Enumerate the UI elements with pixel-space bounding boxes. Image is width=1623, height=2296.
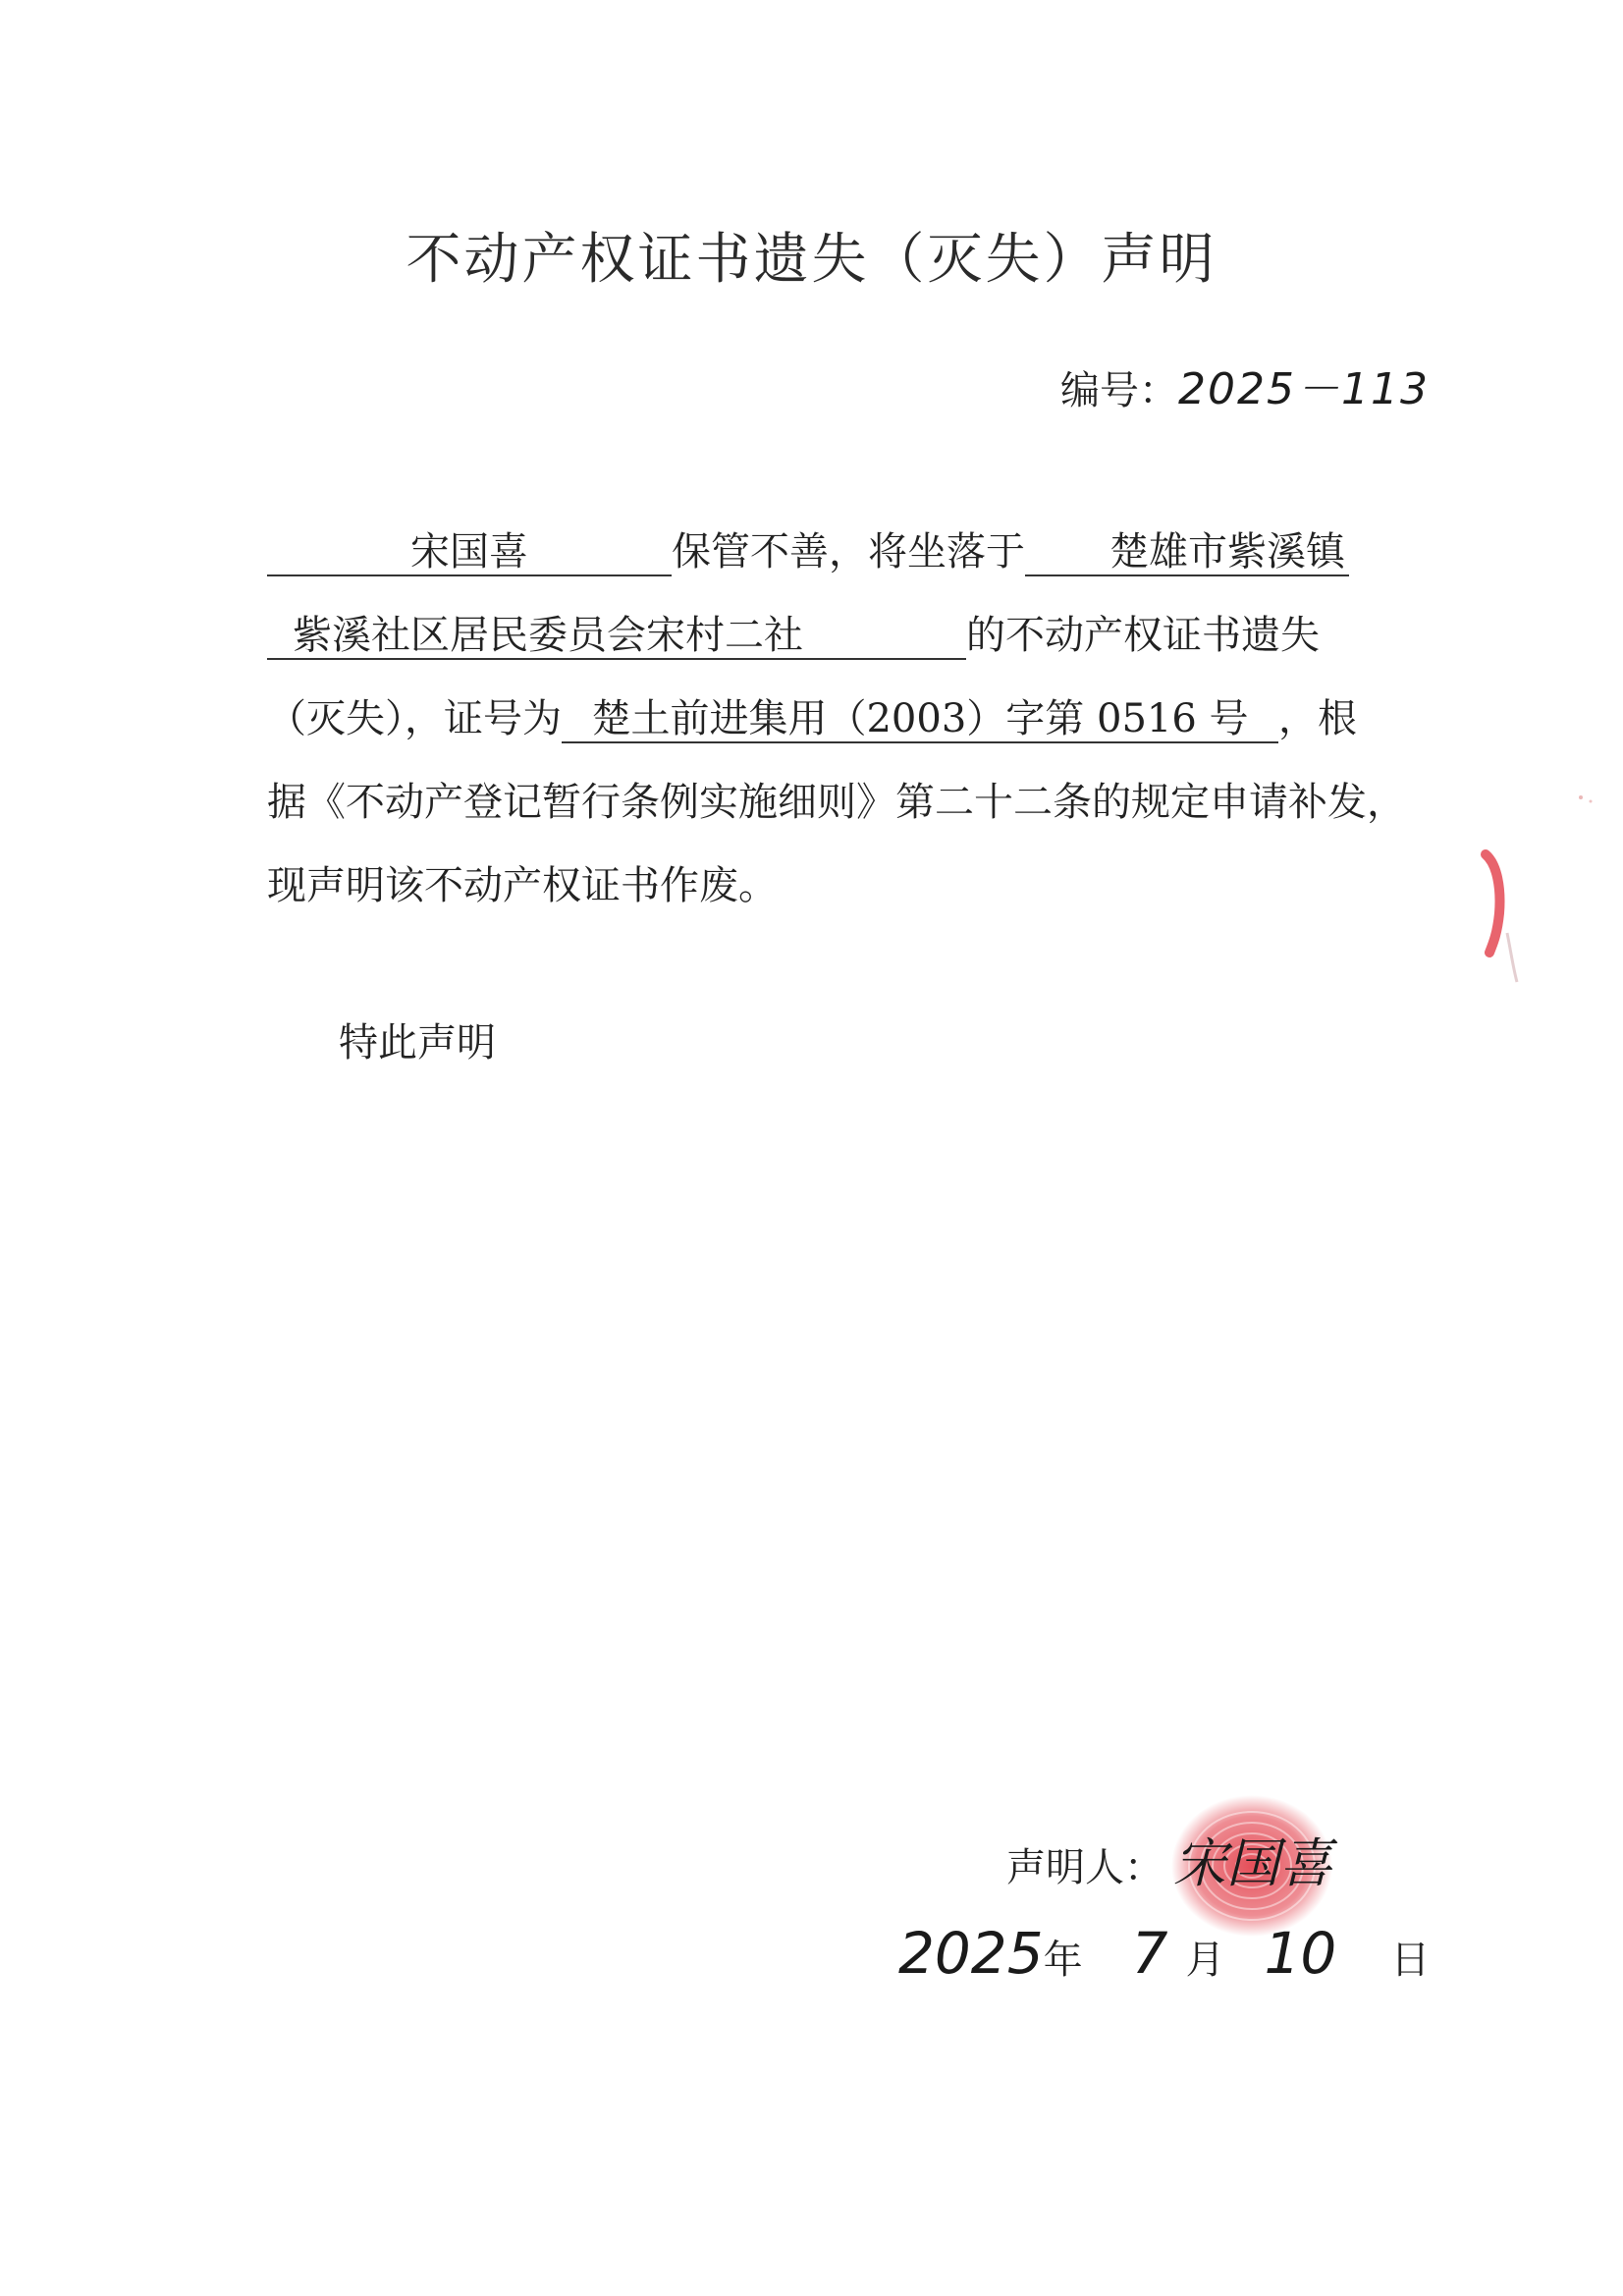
certificate-number: 楚土前进集用（2003）字第 0516 号: [562, 696, 1278, 743]
body-line-4: 据《不动产登记暂行条例实施细则》第二十二条的规定申请补发，: [267, 780, 1406, 825]
date-line: [898, 1920, 1430, 1987]
closing-statement: 特此声明: [339, 1020, 496, 1066]
body-line-2: [267, 604, 1320, 660]
date-day: 10: [1264, 1920, 1337, 1987]
date-month-unit: 月: [1185, 1938, 1225, 1983]
serial-value: 2025－113: [1178, 364, 1430, 414]
signer-label: 声明人：: [1006, 1845, 1163, 1890]
body-text-line3-prefix: （灭失），证号为: [267, 696, 562, 741]
owner-name: 宋国喜: [267, 529, 672, 576]
location-part2: 紫溪社区居民委员会宋村二社: [267, 613, 966, 660]
date-year: 2025: [898, 1920, 1044, 1987]
date-day-unit: 日: [1390, 1938, 1431, 1983]
body-text-line3-suffix: ，根: [1278, 696, 1357, 741]
body-text-after-location: 的不动产权证书遗失: [966, 613, 1320, 658]
body-line-5: 现声明该不动产权证书作废。: [267, 863, 778, 908]
signer-signature: 宋国喜: [1173, 1832, 1332, 1894]
serial-number: [1060, 354, 1430, 416]
location-part1: 楚雄市紫溪镇: [1025, 529, 1349, 576]
date-month: 7: [1131, 1920, 1168, 1987]
body-line-3: [267, 687, 1357, 743]
serial-label: 编号：: [1060, 368, 1178, 413]
date-year-unit: 年: [1043, 1938, 1083, 1983]
red-ink-smudge: [1468, 845, 1527, 992]
document-title: 不动产权证书遗失（灭失）声明: [406, 228, 1217, 292]
body-text-after-owner: 保管不善，将坐落于: [672, 529, 1025, 574]
body-line-1: [267, 520, 1349, 576]
scan-speck: [1571, 786, 1600, 815]
